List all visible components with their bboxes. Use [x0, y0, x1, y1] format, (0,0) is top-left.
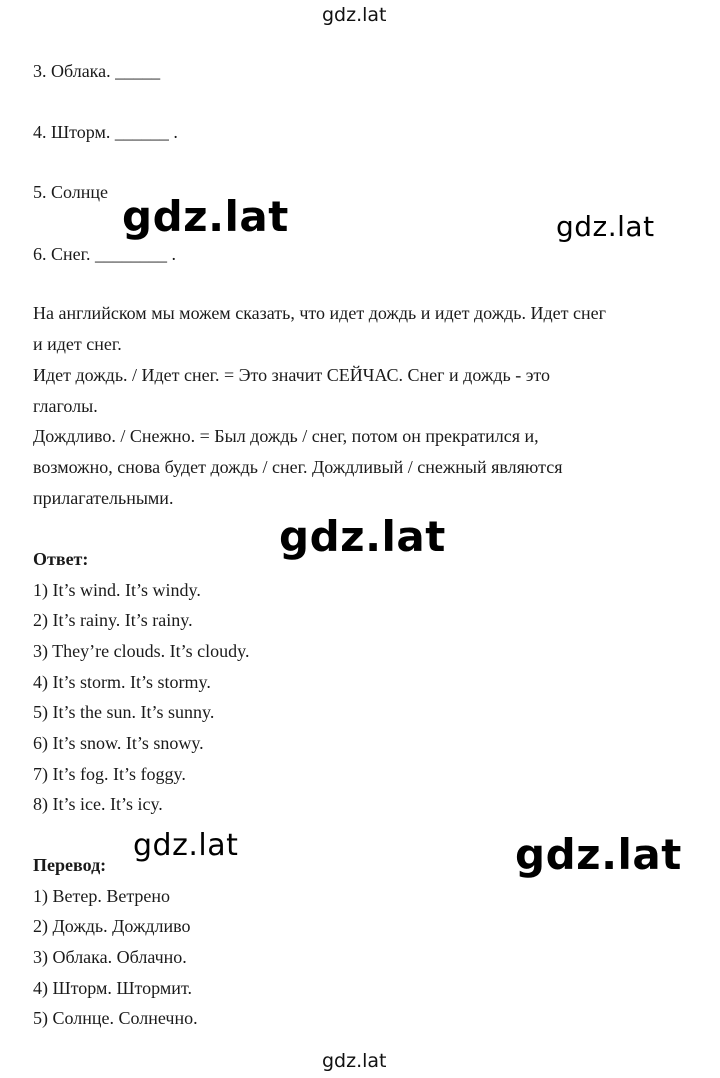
- translation-item: 3) Облака. Облачно.: [33, 947, 187, 967]
- watermark-overlay: gdz.lat: [279, 512, 446, 561]
- explanation-line: и идет снег.: [33, 334, 122, 354]
- translation-item: 1) Ветер. Ветрено: [33, 886, 171, 906]
- translation-item: 4) Шторм. Штормит.: [33, 978, 192, 998]
- answer-heading: Ответ:: [33, 549, 89, 569]
- answer-item: 7) It’s fog. It’s foggy.: [33, 764, 186, 784]
- exercise-item: 5. Солнце: [33, 182, 109, 202]
- answer-item: 3) They’re clouds. It’s cloudy.: [33, 641, 250, 661]
- explanation-line: Идет дождь. / Идет снег. = Это значит СЕЙЧАС. Снег и дождь - это: [33, 365, 551, 385]
- explanation-line: На английском мы можем сказать, что идет дождь и идет дождь. Идет снег: [33, 303, 607, 323]
- answer-item: 8) It’s ice. It’s icy.: [33, 794, 163, 814]
- exercise-item: 6. Снег. ________ .: [33, 244, 176, 264]
- explanation-line: прилагательными.: [33, 488, 174, 508]
- watermark-overlay: gdz.lat: [133, 828, 239, 863]
- watermark-bottom: gdz.lat: [322, 1050, 387, 1072]
- translation-heading: Перевод:: [33, 855, 107, 875]
- watermark-overlay: gdz.lat: [556, 210, 655, 243]
- exercise-item: 4. Шторм. ______ .: [33, 122, 178, 142]
- answer-item: 1) It’s wind. It’s windy.: [33, 580, 201, 600]
- watermark-top: gdz.lat: [322, 4, 387, 26]
- answer-item: 5) It’s the sun. It’s sunny.: [33, 702, 215, 722]
- explanation-line: Дождливо. / Снежно. = Был дождь / снег, потом он прекратился и,: [33, 426, 539, 446]
- exercise-item: 3. Облака. _____: [33, 61, 161, 81]
- answer-item: 2) It’s rainy. It’s rainy.: [33, 610, 193, 630]
- answer-item: 6) It’s snow. It’s snowy.: [33, 733, 204, 753]
- explanation-line: глаголы.: [33, 396, 98, 416]
- watermark-overlay: gdz.lat: [122, 192, 289, 241]
- translation-item: 2) Дождь. Дождливо: [33, 916, 191, 936]
- watermark-overlay: gdz.lat: [515, 830, 682, 879]
- explanation-line: возможно, снова будет дождь / снег. Дождливый / снежный являются: [33, 457, 563, 477]
- translation-item: 5) Солнце. Солнечно.: [33, 1008, 198, 1028]
- answer-item: 4) It’s storm. It’s stormy.: [33, 672, 211, 692]
